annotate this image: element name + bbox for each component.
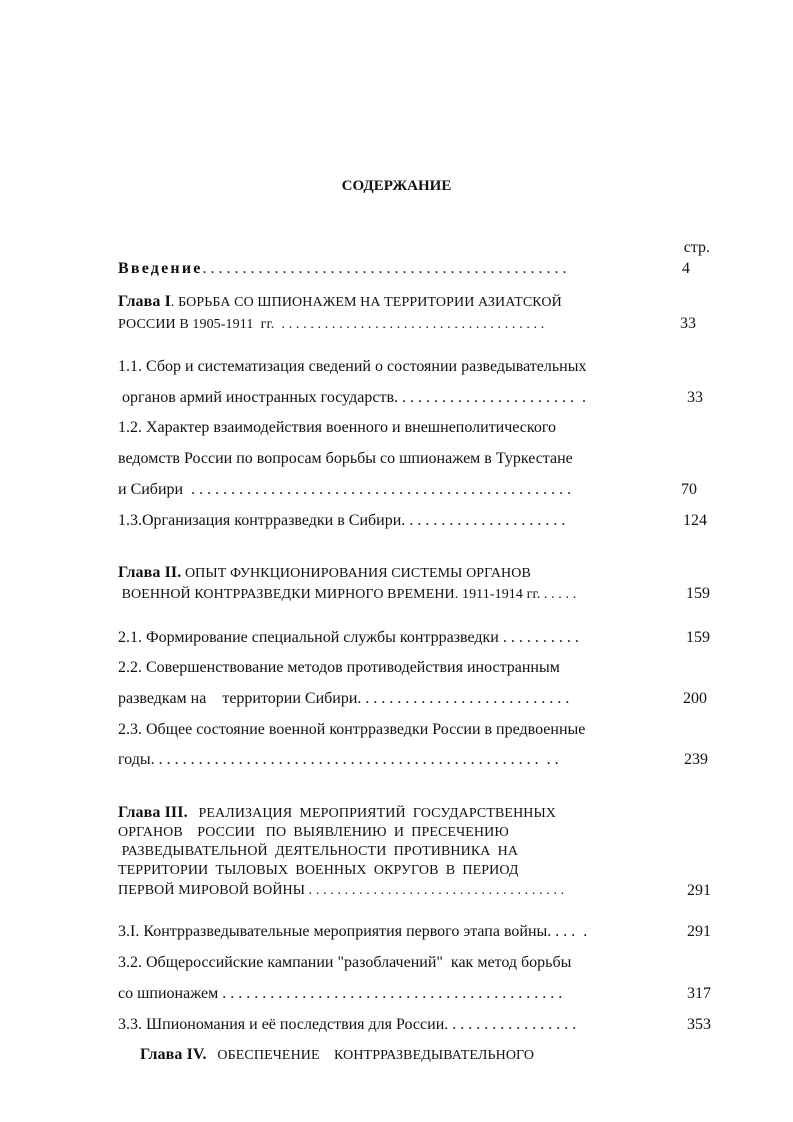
- chapter-2-label: Глава II.: [118, 564, 182, 581]
- section-2-3-page-number: 239: [684, 751, 708, 768]
- toc-entry-intro: [118, 259, 567, 279]
- chapter-4-label: Глава IV.: [140, 1046, 207, 1063]
- toc-section-3-2-line2: со шпионажем . . . . . . . . . . . . . . . . . . . . . . . . . . . . . . . . . . . . . . . . . . .: [118, 985, 563, 1002]
- section-2-2-page-number: 200: [683, 690, 707, 707]
- toc-chapter-3-line2: ОРГАНОВ РОССИИ ПО ВЫЯВЛЕНИЮ И ПРЕСЕЧЕНИЮ: [118, 825, 509, 840]
- toc-section-3-1-line1: 3.I. Контрразведывательные мероприятия первого этапа войны. . . . .: [118, 923, 588, 940]
- section-3-3-page-number: 353: [687, 1016, 711, 1033]
- chapter-3-page-number: 291: [687, 882, 711, 899]
- section-2-1-page-number: 159: [686, 629, 710, 646]
- section-1-1-page-number: 33: [687, 389, 703, 406]
- chapter-3-label: Глава III.: [118, 804, 188, 821]
- toc-section-2-1-line1: 2.1. Формирование специальной службы контрразведки . . . . . . . . . .: [118, 629, 579, 646]
- section-3-2-page-number: 317: [687, 985, 711, 1002]
- toc-section-1-3-line1: 1.3.Организация контрразведки в Сибири. . . . . . . . . . . . . . . . . . . . .: [118, 512, 566, 529]
- toc-section-2-2-line2: разведкам на территории Сибири. . . . . . . . . . . . . . . . . . . . . . . . . . .: [118, 690, 570, 707]
- page-column-header: стр.: [683, 239, 710, 256]
- toc-section-1-2-line2: ведомств России по вопросам борьбы со шпионажем в Туркестане: [118, 450, 573, 467]
- intro-page-number: 4: [682, 260, 690, 277]
- page-title: СОДЕРЖАНИЕ: [341, 178, 452, 194]
- section-1-2-page-number: 70: [681, 481, 697, 498]
- toc-chapter-1-line2: РОССИИ В 1905-1911 гг. . . . . . . . . . . . . . . . . . . . . . . . . . . . . . . . . . . . . .: [118, 317, 545, 332]
- toc-chapter-3-line3: РАЗВЕДЫВАТЕЛЬНОЙ ДЕЯТЕЛЬНОСТИ ПРОТИВНИКА НА: [118, 844, 519, 859]
- section-1-3-page-number: 124: [683, 512, 707, 529]
- toc-section-2-3-line1: 2.3. Общее состояние военной контрразведки России в предвоенные: [118, 721, 586, 738]
- toc-section-2-2-line1: 2.2. Совершенствование методов противодействия иностранным: [118, 659, 560, 676]
- toc-chapter-3-line4: ТЕРРИТОРИИ ТЫЛОВЫХ ВОЕННЫХ ОКРУГОВ В ПЕРИОД: [118, 863, 519, 878]
- intro-label: Введение: [118, 260, 203, 277]
- chapter-1-page-number: 33: [680, 315, 696, 332]
- toc-section-3-3-line1: 3.3. Шпиономания и её последствия для России. . . . . . . . . . . . . . . . .: [118, 1016, 577, 1033]
- toc-chapter-4-line1: Глава IV. ОБЕСПЕЧЕНИЕ КОНТРРАЗВЕДЫВАТЕЛЬНОГО: [140, 1046, 535, 1063]
- toc-section-1-2-line3: и Сибири . . . . . . . . . . . . . . . . . . . . . . . . . . . . . . . . . . . . . . . . . . . . . . . .: [118, 481, 572, 498]
- toc-section-2-3-line2: годы. . . . . . . . . . . . . . . . . . . . . . . . . . . . . . . . . . . . . . . . . . . . . . . . . . .: [118, 751, 559, 768]
- toc-section-3-2-line1: 3.2. Общероссийские кампании "разоблачений" как метод борьбы: [118, 954, 572, 971]
- intro-leader: . . . . . . . . . . . . . . . . . . . . . . . . . . . . . . . . . . . . . . . . . . . . . .: [202, 260, 567, 277]
- toc-section-1-1-line2: органов армий иностранных государств. . . . . . . . . . . . . . . . . . . . . . . .: [118, 389, 587, 406]
- chapter-2-page-number: 159: [686, 585, 710, 602]
- toc-section-1-1-line1: 1.1. Сбор и систематизация сведений о состоянии разведывательных: [118, 358, 587, 375]
- toc-chapter-2-line1: Глава II. ОПЫТ ФУНКЦИОНИРОВАНИЯ СИСТЕМЫ ОРГАНОВ: [118, 564, 531, 581]
- toc-section-1-2-line1: 1.2. Характер взаимодействия военного и внешнеполитического: [118, 419, 557, 436]
- toc-chapter-3-line5: ПЕРВОЙ МИРОВОЙ ВОЙНЫ . . . . . . . . . . . . . . . . . . . . . . . . . . . . . . . . . . . .: [118, 883, 565, 898]
- chapter-1-label: Глава I: [118, 293, 171, 310]
- toc-chapter-3-line1: Глава III. РЕАЛИЗАЦИЯ МЕРОПРИЯТИЙ ГОСУДАРСТВЕННЫХ: [118, 804, 557, 821]
- toc-chapter-1-line1: Глава I. БОРЬБА СО ШПИОНАЖЕМ НА ТЕРРИТОРИИ АЗИАТСКОЙ: [118, 293, 562, 310]
- section-3-1-page-number: 291: [687, 923, 711, 940]
- toc-chapter-2-line2: ВОЕННОЙ КОНТРРАЗВЕДКИ МИРНОГО ВРЕМЕНИ. 1911-1914 гг. . . . . .: [118, 587, 577, 602]
